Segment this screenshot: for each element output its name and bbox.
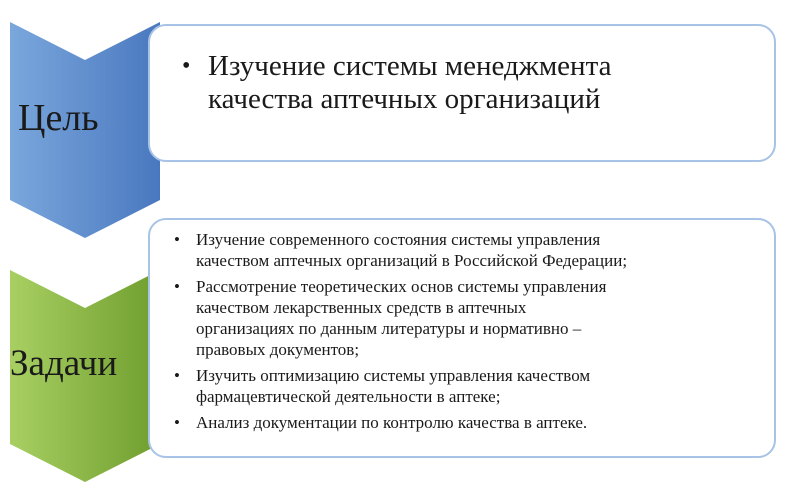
task-item: • Анализ документации по контролю качества в аптеке. [172, 412, 768, 433]
goal-label: Цель [18, 97, 99, 139]
task-list [172, 229, 768, 438]
goal-list [180, 50, 611, 116]
task-item: • Изучить оптимизацию системы управления качеством фармацевтической деятельности в аптеке; [172, 365, 768, 407]
task-item: • Рассмотрение теоретических основ системы управления качеством лекарственных средств в аптечных организациях по данным литературы и нормативно – правовых документов; [172, 276, 768, 360]
tasks-label: Задачи [10, 343, 118, 384]
task-item: • Изучение современного состояния системы управления качеством аптечных организаций в Российской Федерации; [172, 229, 768, 271]
goal-item: • Изучение системы менеджмента качества аптечных организаций [180, 50, 611, 116]
